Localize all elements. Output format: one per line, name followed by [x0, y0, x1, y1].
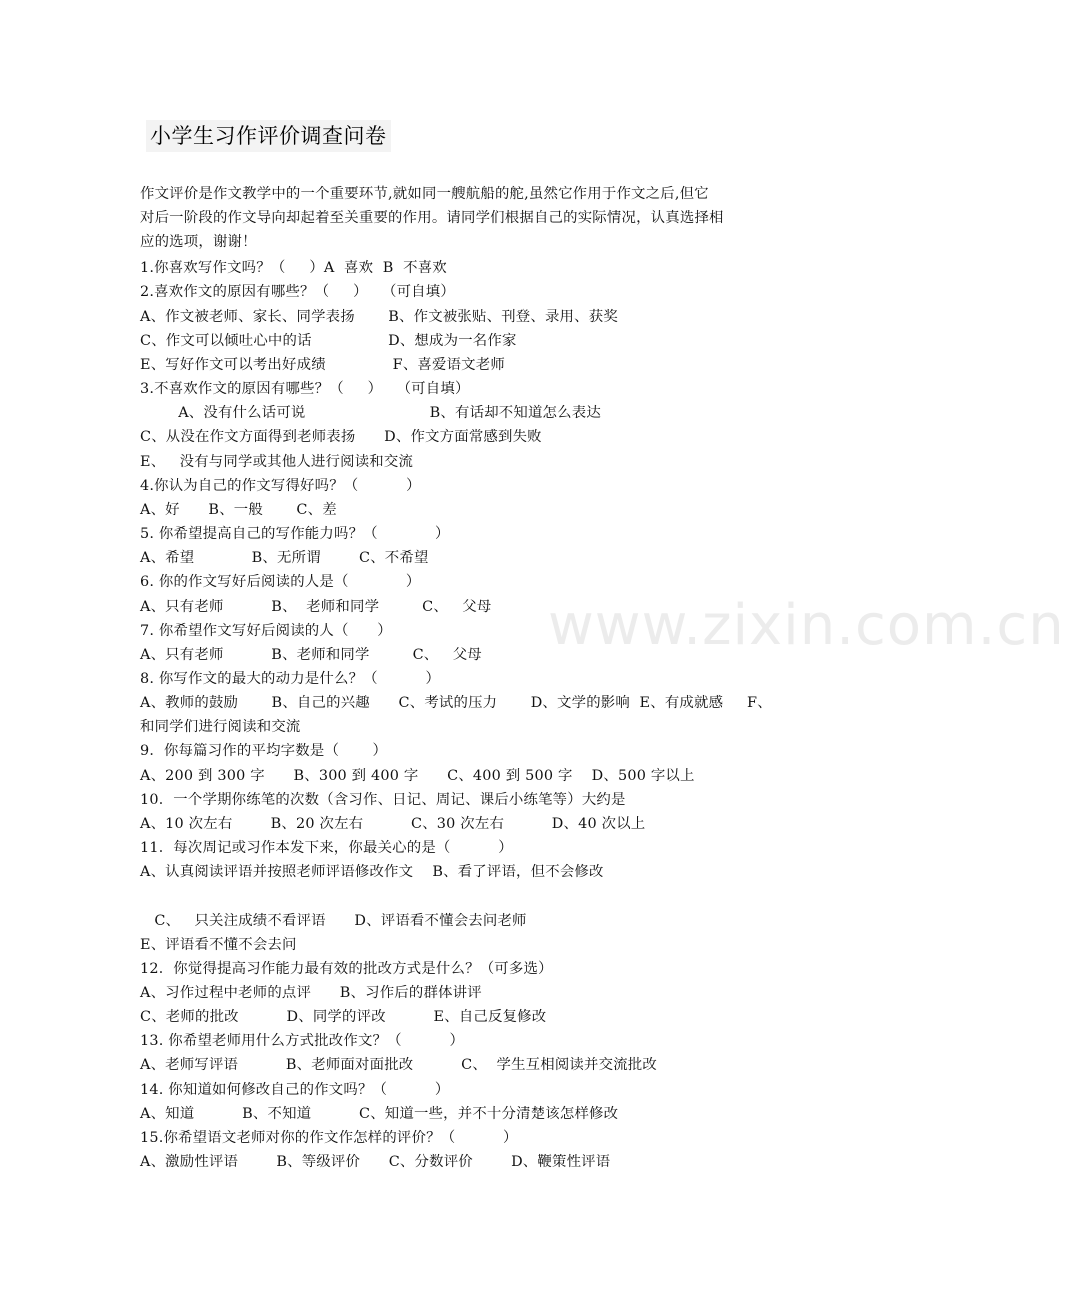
question-6: 6. 你的作文写好后阅读的人是（ ） — [140, 574, 421, 590]
q11-options-cd: C、 只关注成绩不看评语 D、评语看不懂会去问老师 — [140, 913, 527, 929]
question-13: 13. 你希望老师用什么方式批改作文？（ ） — [140, 1033, 465, 1049]
question-12: 12．你觉得提高习作能力最有效的批改方式是什么？（可多选） — [140, 961, 553, 977]
q3-options-ab: A、没有什么话可说 B、有话却不知道怎么表达 — [140, 405, 601, 421]
q11-options-ab: A、认真阅读评语并按照老师评语修改作文 B、看了评语，但不会修改 — [140, 864, 604, 880]
q4-options: A、好 B、一般 C、差 — [140, 502, 337, 518]
q13-options: A、老师写评语 B、老师面对面批改 C、 学生互相阅读并交流批改 — [140, 1057, 657, 1073]
q2-options-ab: A、作文被老师、家长、同学表扬 B、作文被张贴、刊登、录用、获奖 — [140, 309, 618, 325]
q8-options: A、教师的鼓励 B、自己的兴趣 C、考试的压力 D、文学的影响 E、有成就感 F、 — [140, 695, 772, 711]
q15-options: A、激励性评语 B、等级评价 C、分数评价 D、鞭策性评语 — [140, 1154, 611, 1170]
question-14: 14. 你知道如何修改自己的作文吗？（ ） — [140, 1082, 450, 1098]
page-title: 小学生习作评价调查问卷 — [146, 120, 391, 152]
q2-options-cd: C、作文可以倾吐心中的话 D、想成为一名作家 — [140, 333, 517, 349]
q10-options: A、10 次左右 B、20 次左右 C、30 次左右 D、40 次以上 — [140, 816, 646, 832]
q3-option-e: E、 没有与同学或其他人进行阅读和交流 — [140, 454, 414, 470]
intro-line-3: 应的选项，谢谢！ — [140, 234, 257, 250]
watermark: www.zixin.com.cn — [548, 593, 1065, 658]
q9-options: A、200 到 300 字 B、300 到 400 字 C、400 到 500 字 D、500 字以上 — [140, 768, 695, 784]
intro-line-1: 作文评价是作文教学中的一个重要环节,就如同一艘航船的舵,虽然它作用于作文之后,但它 — [140, 186, 709, 202]
question-4: 4.你认为自己的作文写得好吗？（ ） — [140, 478, 421, 494]
q6-options: A、只有老师 B、 老师和同学 C、 父母 — [140, 599, 492, 615]
q2-options-ef: E、写好作文可以考出好成绩 F、喜爱语文老师 — [140, 357, 505, 373]
question-11: 11．每次周记或习作本发下来，你最关心的是（ ） — [140, 840, 513, 856]
question-10: 10．一个学期你练笔的次数（含习作、日记、周记、课后小练笔等）大约是 — [140, 792, 626, 808]
question-3: 3.不喜欢作文的原因有哪些？（ ） （可自填） — [140, 381, 470, 397]
question-1: 1.你喜欢写作文吗？（ ）A 喜欢 B 不喜欢 — [140, 260, 447, 276]
question-7: 7. 你希望作文写好后阅读的人（ ） — [140, 623, 392, 639]
q12-options-ab: A、习作过程中老师的点评 B、习作后的群体讲评 — [140, 985, 482, 1001]
q12-options-cde: C、老师的批改 D、同学的评改 E、自己反复修改 — [140, 1009, 547, 1025]
question-8: 8. 你写作文的最大的动力是什么？（ ） — [140, 671, 441, 687]
q5-options: A、希望 B、无所谓 C、不希望 — [140, 550, 429, 566]
question-9: 9．你每篇习作的平均字数是（ ） — [140, 743, 388, 759]
q3-options-cd: C、从没在作文方面得到老师表扬 D、作文方面常感到失败 — [140, 429, 542, 445]
q11-option-e: E、评语看不懂不会去问 — [140, 937, 297, 953]
intro-line-2: 对后一阶段的作文导向却起着至关重要的作用。请同学们根据自己的实际情况，认真选择相 — [140, 210, 724, 226]
q8-options-cont: 和同学们进行阅读和交流 — [140, 719, 301, 735]
q14-options: A、知道 B、不知道 C、知道一些，并不十分清楚该怎样修改 — [140, 1106, 619, 1122]
question-2: 2.喜欢作文的原因有哪些？（ ） （可自填） — [140, 284, 455, 300]
question-15: 15.你希望语文老师对你的作文作怎样的评价？（ ） — [140, 1130, 518, 1146]
q7-options: A、只有老师 B、老师和同学 C、 父母 — [140, 647, 482, 663]
question-5: 5. 你希望提高自己的写作能力吗？（ ） — [140, 526, 450, 542]
